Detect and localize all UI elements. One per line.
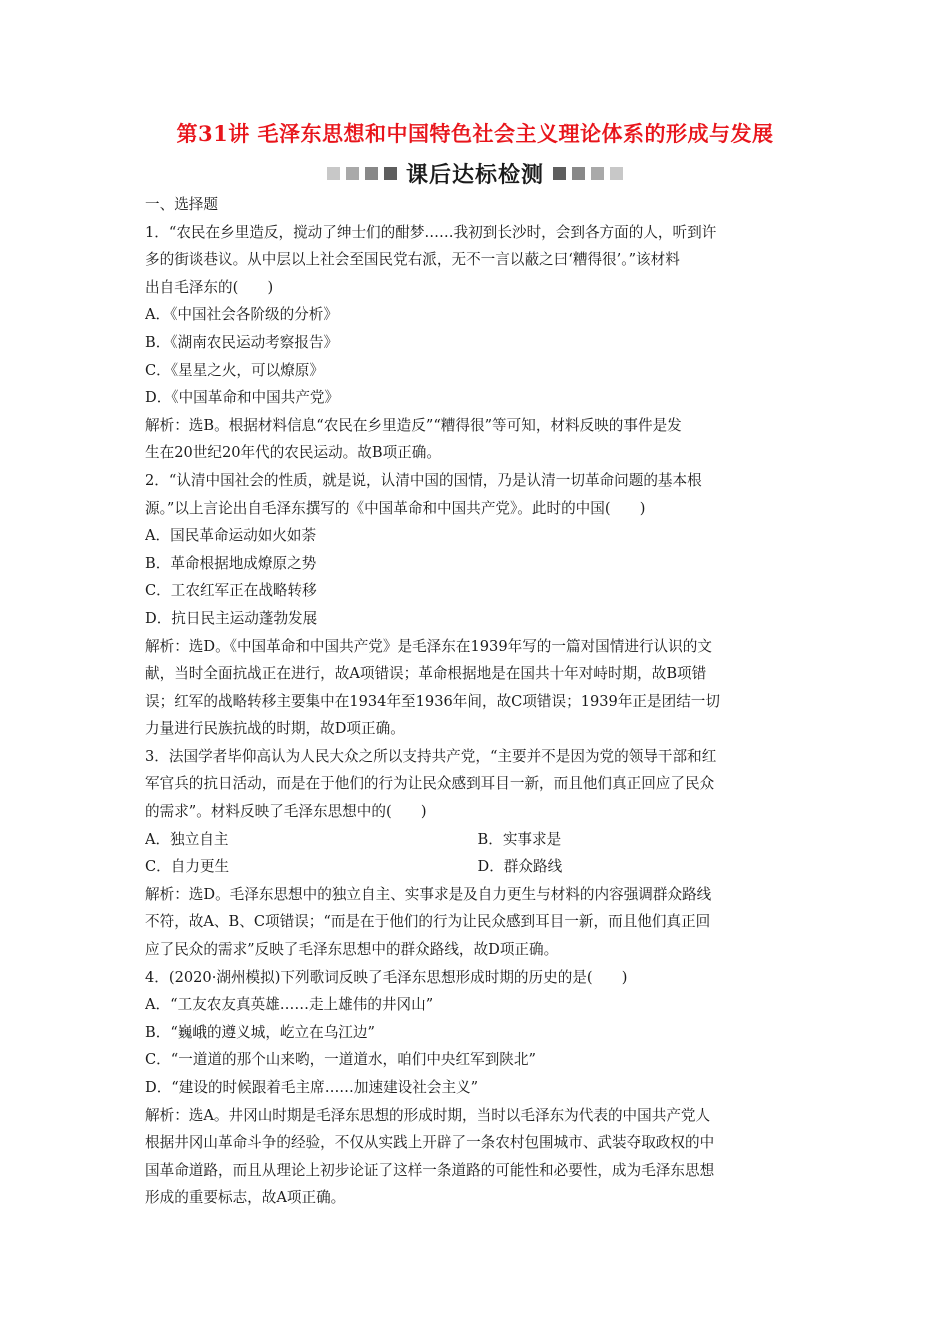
decor-square (365, 167, 378, 180)
question-stem-line: 出自毛泽东的( ) (145, 278, 274, 296)
question-stem-line: 2．“认清中国社会的性质，就是说，认清中国的国情，乃是认清一切革命问题的基本根 (145, 471, 702, 489)
analysis-line: 解析：选D。《中国革命和中国共产党》是毛泽东在1939年写的一篇对国情进行认识的文 (145, 637, 712, 655)
analysis-line: 生在20世纪20年代的农民运动。故B项正确。 (145, 444, 441, 462)
analysis-line: 力量进行民族抗战的时期，故D项正确。 (145, 720, 405, 738)
lesson-title: 第31讲 毛泽东思想和中国特色社会主义理论体系的形成与发展 (176, 121, 774, 146)
question-stem-line: 多的街谈巷议。从中层以上社会至国民党右派，无不一言以蔽之曰‘糟得很’。”该材料 (145, 251, 680, 269)
decor-square (553, 167, 566, 180)
analysis-line: 解析：选A。井冈山时期是毛泽东思想的形成时期，当时以毛泽东为代表的中国共产党人 (145, 1106, 711, 1124)
question-stem-line: 4．(2020·湖州模拟)下列歌词反映了毛泽东思想形成时期的历史的是( ) (145, 968, 628, 986)
analysis-line: 根据井冈山革命斗争的经验，不仅从实践上开辟了一条农村包围城市、武装夺取政权的中 (145, 1134, 715, 1152)
analysis-line: 形成的重要标志，故A项正确。 (145, 1189, 346, 1207)
question-stem-line: 的需求”。材料反映了毛泽东思想中的( ) (145, 803, 427, 821)
option-c: C．《星星之火，可以燎原》 (145, 361, 324, 379)
option-c: C．工农红军正在战略转移 (145, 582, 317, 600)
analysis-line: 解析：选D。毛泽东思想中的独立自主、实事求是及自力更生与材料的内容强调群众路线 (145, 885, 712, 903)
analysis-line: 国革命道路，而且从理论上初步论证了这样一条道路的可能性和必要性，成为毛泽东思想 (145, 1161, 715, 1179)
option-a: A．国民革命运动如火如荼 (145, 527, 317, 545)
question-stem-line: 1．“农民在乡里造反，搅动了绅士们的酣梦……我初到长沙时，会到各方面的人，听到许 (145, 223, 717, 241)
decor-square (384, 167, 397, 180)
section-banner (0, 158, 950, 188)
option-b: B．革命根据地成燎原之势 (145, 554, 317, 572)
option-a: A．独立自主 (145, 830, 229, 848)
analysis-line: 应了民众的需求”反映了毛泽东思想中的群众路线，故D项正确。 (145, 941, 559, 959)
analysis-line: 不符，故A、B、C项错误；“而是在于他们的行为让民众感到耳目一新，而且他们真正回 (145, 913, 711, 931)
option-a: A．“工友农友真英雄……走上雄伟的井冈山” (145, 996, 434, 1014)
decor-square (572, 167, 585, 180)
decor-square (591, 167, 604, 180)
question-1 (145, 219, 810, 467)
options-row (145, 826, 810, 854)
option-a: A．《中国社会各阶级的分析》 (145, 306, 338, 324)
decor-square (327, 167, 340, 180)
question-2 (145, 467, 810, 743)
option-b: B．实事求是 (477, 830, 562, 848)
option-c: C．“一道道的那个山来哟，一道道水，咱们中央红军到陕北” (145, 1051, 536, 1069)
question-stem-line: 3．法国学者毕仰高认为人民大众之所以支持共产党，“主要并不是因为党的领导干部和红 (145, 747, 717, 765)
analysis-line: 献，当时全面抗战正在进行，故A项错误；革命根据地是在国共十年对峙时期，故B项错 (145, 665, 707, 683)
option-d: D．抗日民主运动蓬勃发展 (145, 609, 318, 627)
option-b: B．《湖南农民运动考察报告》 (145, 333, 339, 351)
banner-squares-right (553, 167, 623, 180)
banner-squares-left (327, 167, 397, 180)
decor-square (610, 167, 623, 180)
banner-title: 课后达标检测 (405, 162, 544, 188)
question-4 (145, 964, 810, 1212)
question-3 (145, 743, 810, 964)
option-d: D．《中国革命和中国共产党》 (145, 389, 340, 407)
option-d: D．“建设的时候跟着毛主席……加速建设社会主义” (145, 1079, 479, 1096)
question-stem-line: 军官兵的抗日活动，而是在于他们的行为让民众感到耳目一新，而且他们真正回应了民众 (145, 775, 715, 793)
section-heading: 一、选择题 (145, 196, 218, 213)
decor-square (346, 167, 359, 180)
question-stem-line: 源。”以上言论出自毛泽东撰写的《中国革命和中国共产党》。此时的中国( ) (145, 499, 646, 517)
analysis-line: 误；红军的战略转移主要集中在1934年至1936年间，故C项错误；1939年正是团结一切 (145, 692, 720, 710)
options-row (145, 853, 810, 881)
option-b: B．“巍峨的遵义城，屹立在乌江边” (145, 1023, 375, 1041)
analysis-line: 解析：选B。根据材料信息“农民在乡里造反”“糟得很”等可知，材料反映的事件是发 (145, 416, 682, 434)
option-d: D．群众路线 (477, 858, 563, 876)
option-c: C．自力更生 (145, 858, 230, 876)
question-content (145, 191, 810, 1212)
